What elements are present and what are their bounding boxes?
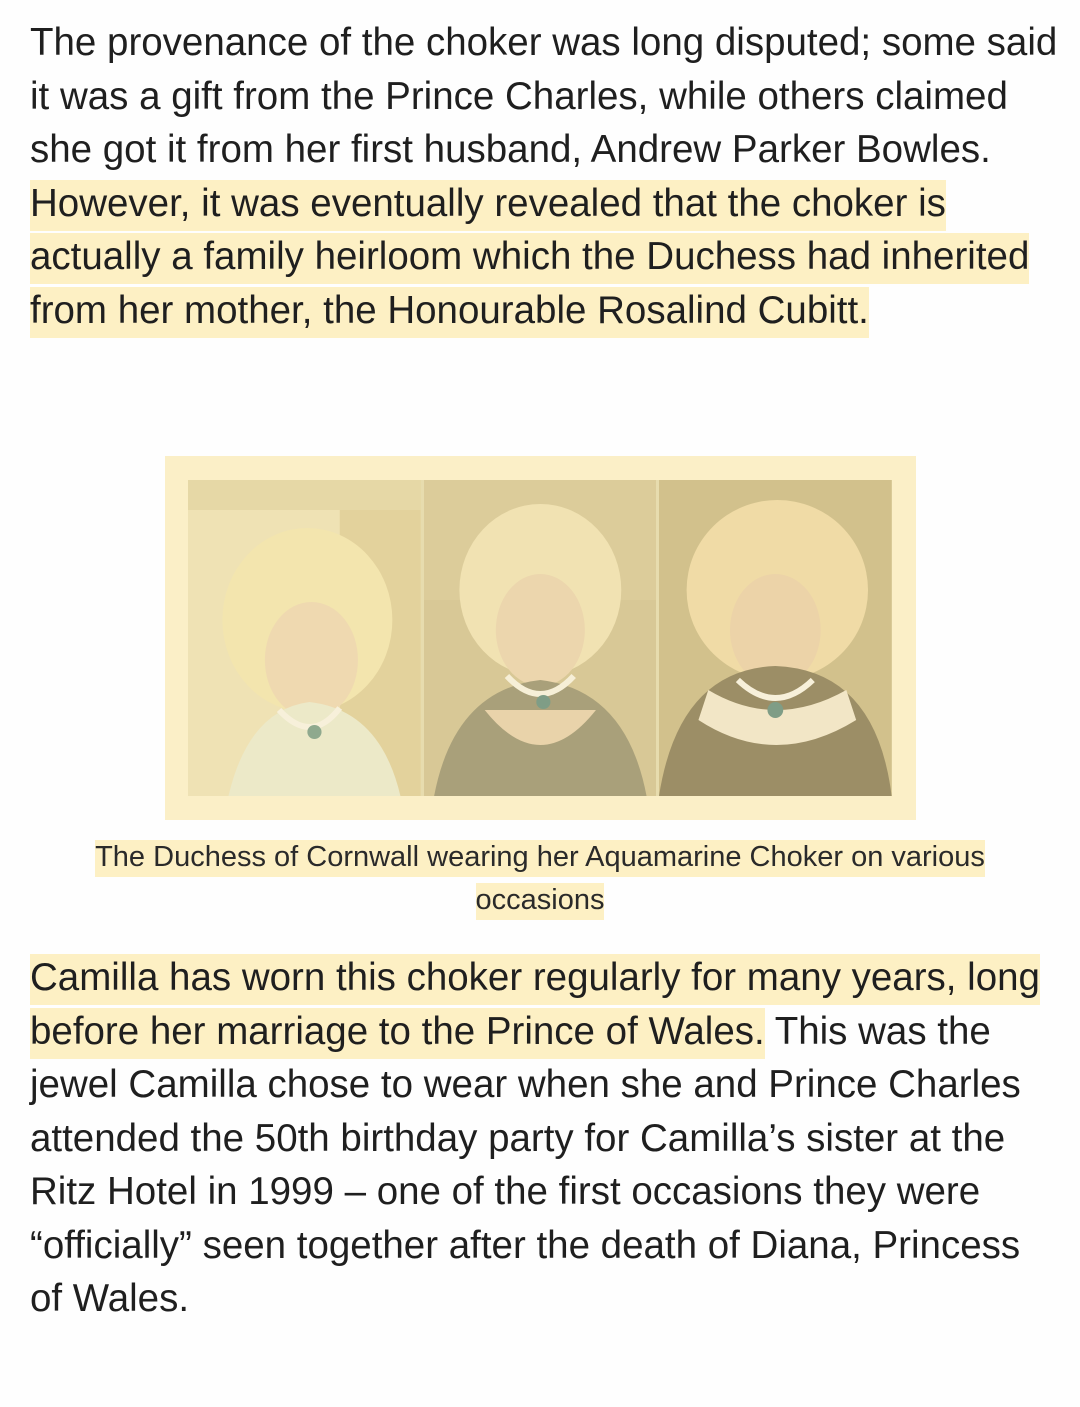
paragraph-provenance — [30, 16, 1060, 337]
photo-duchess-2 — [424, 480, 657, 796]
paragraph-worn-regularly-text: This was the jewel Camilla chose to wear when she and Prince Charles attended the 50th birthday party for Camilla’s sister at the Ritz Hotel in 1999 – one of the first occasions they were “officially” seen together after the death of Diana, Princess of Wales. — [30, 1009, 1021, 1320]
paragraph-provenance-text: The provenance of the choker was long disputed; some said it was a gift from the Prince Charles, while others claimed she got it from her first husband, Andrew Parker Bowles. — [30, 21, 1058, 171]
figure-caption — [60, 836, 1020, 922]
photo-collage — [188, 480, 892, 796]
figure-caption-text: The Duchess of Cornwall wearing her Aquamarine Choker on various occasions — [95, 840, 985, 920]
photo-figure — [165, 456, 916, 820]
paragraph-worn-regularly — [30, 951, 1060, 1326]
highlighted-worn-text: Camilla has worn this choker regularly for many years, long before her marriage to the Prince of Wales. — [30, 954, 1040, 1059]
highlighted-heirloom-text: However, it was eventually revealed that the choker is actually a family heirloom which the Duchess had inherited from her mother, the Honourable Rosalind Cubitt. — [30, 180, 1029, 338]
photo-duchess-1 — [188, 480, 421, 796]
photo-duchess-3 — [659, 480, 892, 796]
